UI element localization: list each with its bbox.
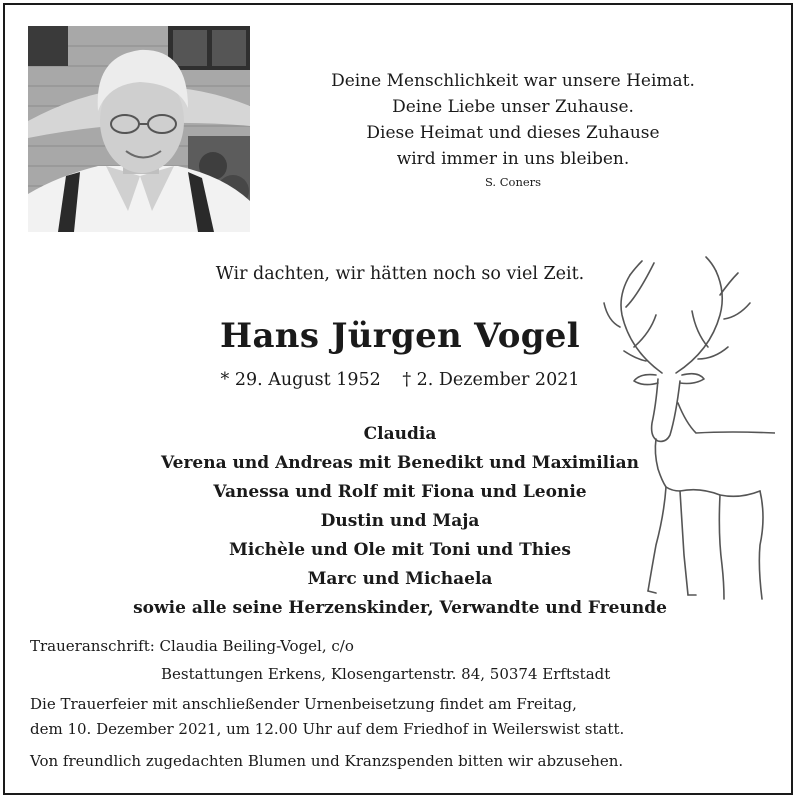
mourner-entry: Michèle und Ole mit Toni und Thies <box>229 540 571 560</box>
mourning-address <box>30 632 610 688</box>
service-line-2: dem 10. Dezember 2021, um 12.00 Uhr auf dem Friedhof in Weilerswist statt. <box>30 720 625 738</box>
mourner-entry: sowie alle seine Herzenskinder, Verwandte und Freunde <box>133 598 667 618</box>
poem-line: Deine Menschlichkeit war unsere Heimat. <box>331 71 695 91</box>
birth-date: * 29. August 1952 <box>220 370 381 390</box>
poem-line: Deine Liebe unser Zuhause. <box>392 97 634 117</box>
poem-author: S. Coners <box>484 175 542 189</box>
flowers-note: Von freundlich zugedachten Blumen und Kranzspenden bitten wir abzusehen. <box>30 752 624 770</box>
address-line-2: Bestattungen Erkens, Klosengartenstr. 84, 50374 Erftstadt <box>161 665 611 683</box>
mourner-entry: Vanessa und Rolf mit Fiona und Leonie <box>213 482 587 502</box>
death-date: † 2. Dezember 2021 <box>402 370 580 390</box>
mourner-entry: Marc und Michaela <box>307 569 493 589</box>
deceased-name: Hans Jürgen Vogel <box>220 316 580 356</box>
poem-line: wird immer in uns bleiben. <box>396 149 630 169</box>
mourner-entry: Claudia <box>363 424 437 444</box>
mourner-entry: Dustin und Maja <box>320 511 480 531</box>
portrait-photo <box>28 26 250 232</box>
service-info <box>30 692 624 742</box>
deer-silhouette-icon <box>600 255 775 600</box>
intro-text: Wir dachten, wir hätten noch so viel Zeit. <box>215 264 585 284</box>
memorial-poem <box>268 68 758 192</box>
service-line-1: Die Trauerfeier mit anschließender Urnenbeisetzung findet am Freitag, <box>30 695 577 713</box>
mourner-entry: Verena und Andreas mit Benedikt und Maximilian <box>161 453 639 473</box>
poem-line: Diese Heimat und dieses Zuhause <box>366 123 660 143</box>
address-line-1: Traueranschrift: Claudia Beiling-Vogel, c/o <box>30 637 354 655</box>
